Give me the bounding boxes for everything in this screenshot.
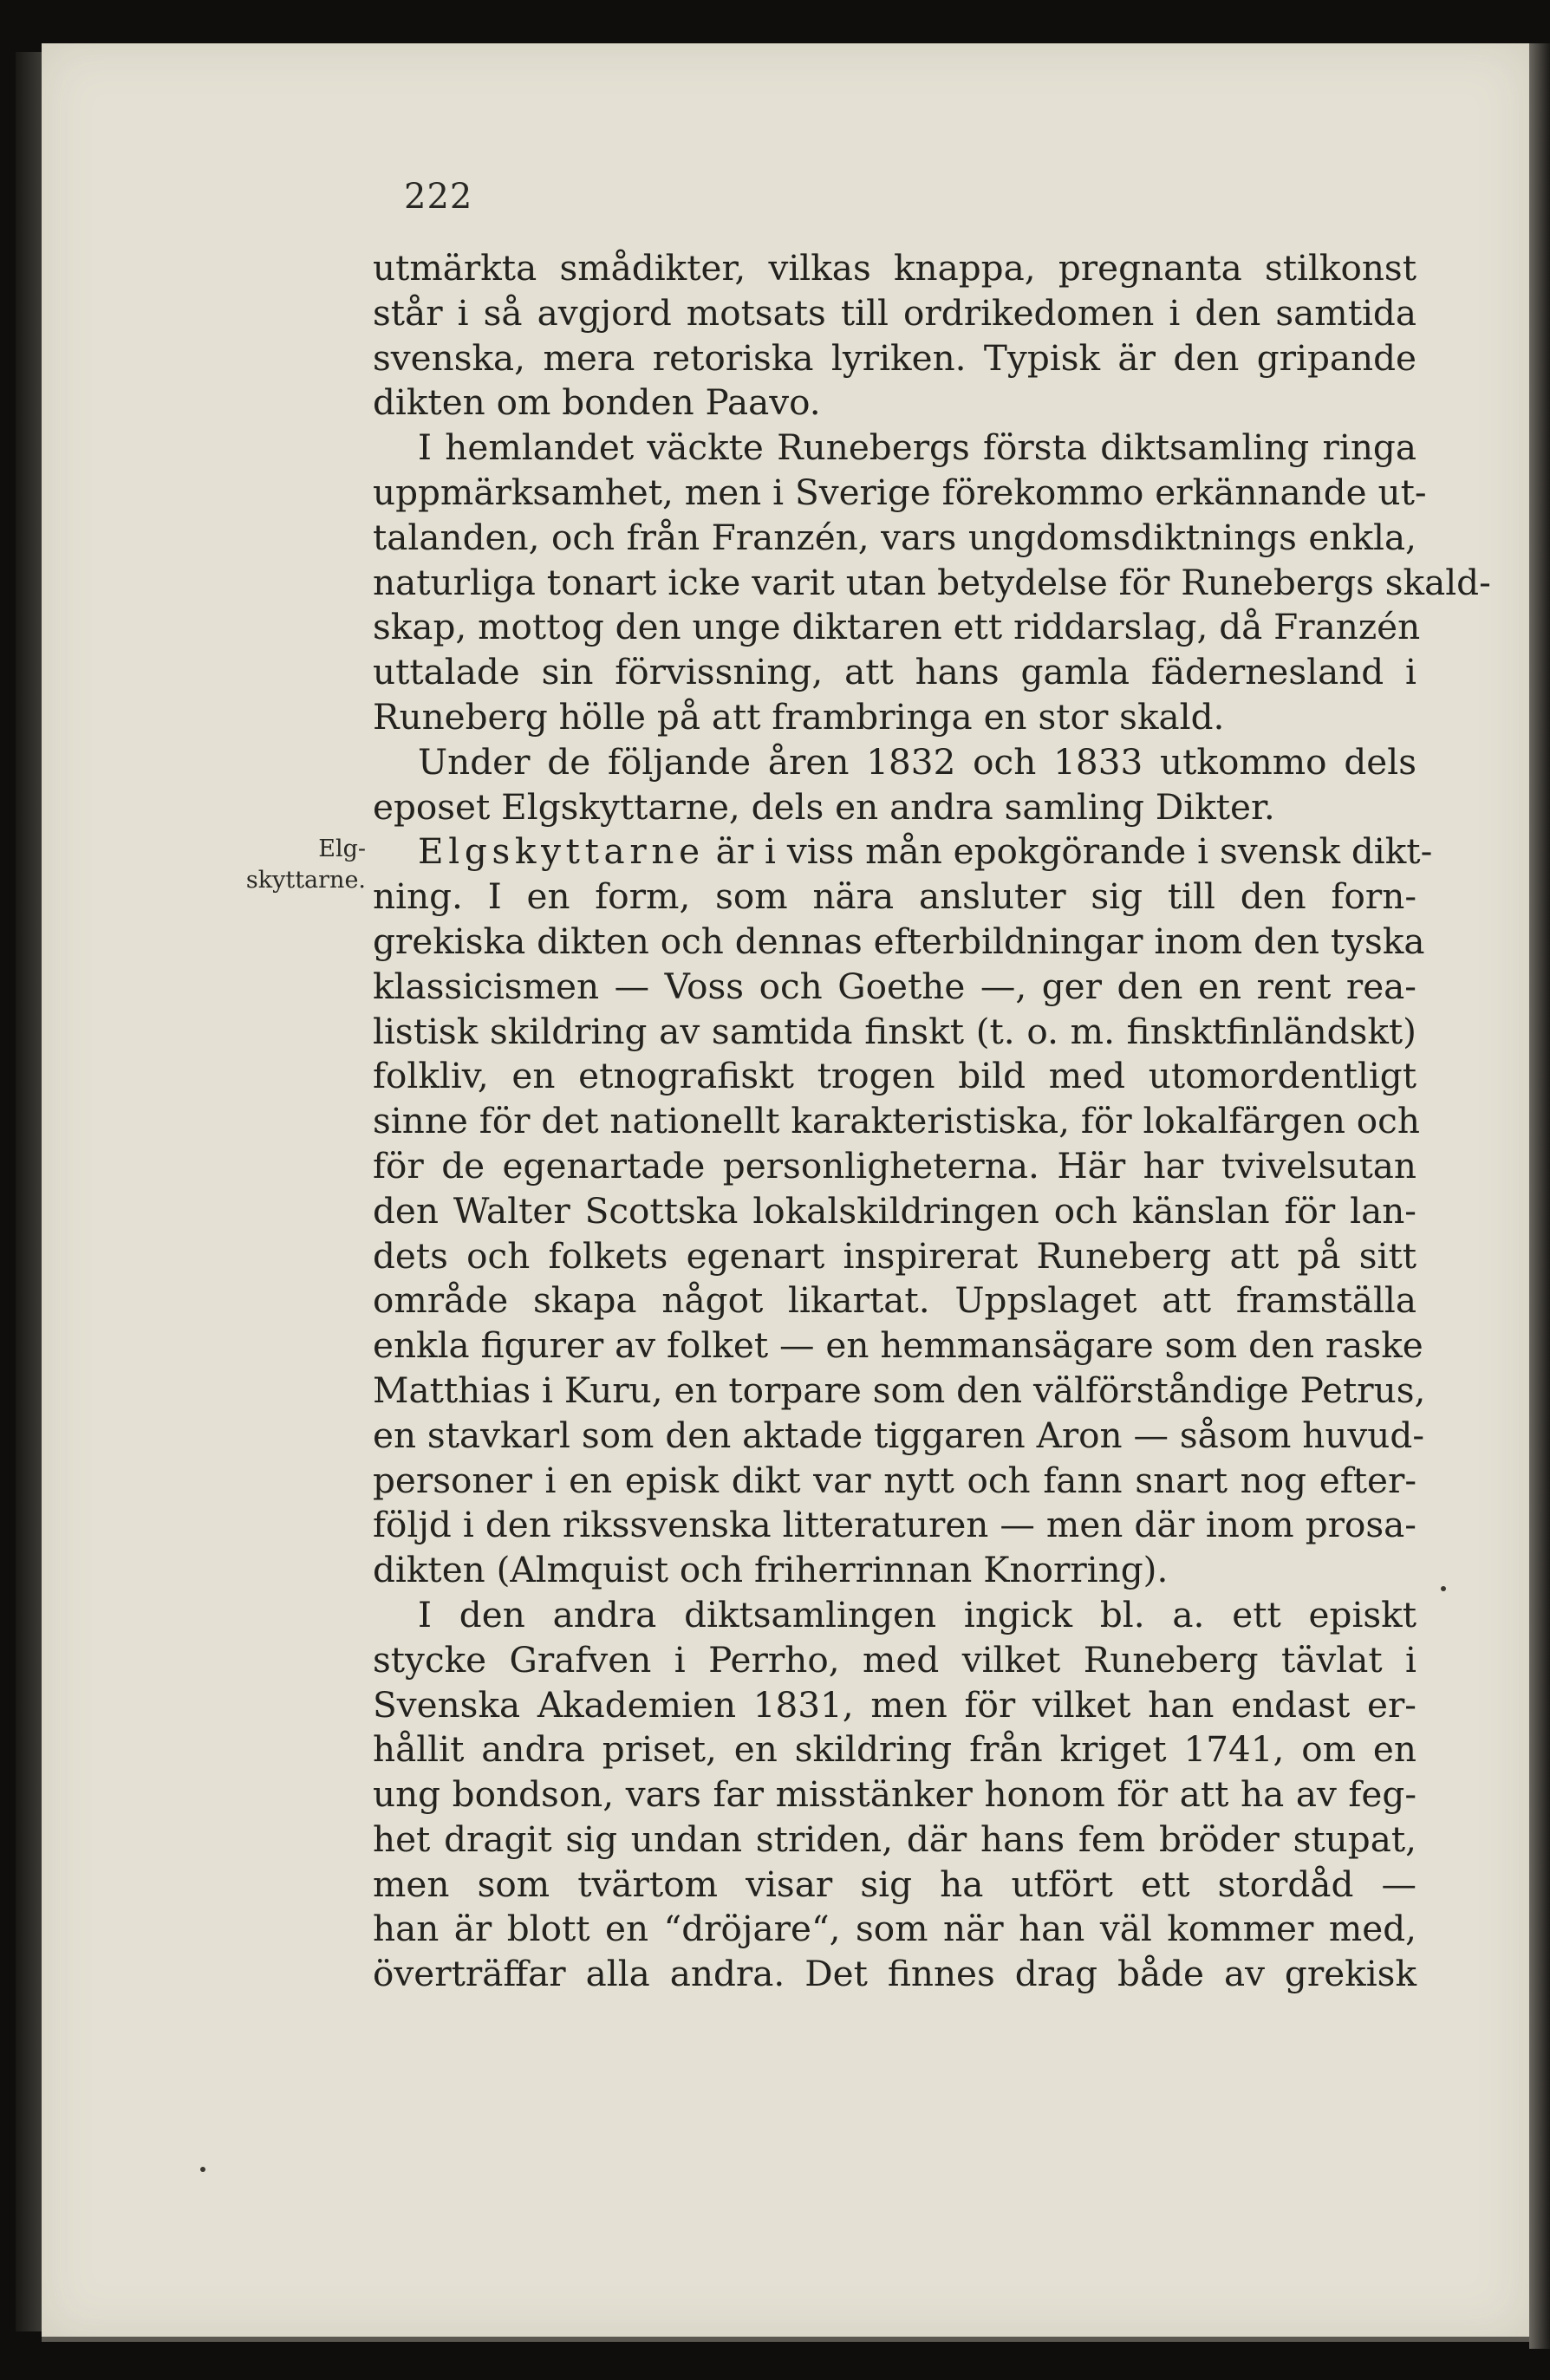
text-line: eposet Elgskyttarne, dels en andra samling Dikter.: [373, 785, 1275, 828]
text-line: sinne för det nationellt karakteristiska, för lokalfärgen och: [373, 1100, 1420, 1142]
paper-speck: [200, 2167, 205, 2172]
text-line: ung bondson, vars far misstänker honom för att ha av feg-: [373, 1773, 1416, 1816]
text-line: för de egenartade personligheterna. Här har tvivelsutan: [373, 1144, 1416, 1187]
body-text: [373, 246, 1491, 1997]
text-line: folkliv, en etnografiskt trogen bild med utomordentligt: [373, 1055, 1416, 1097]
margin-note-line-1: Elg-: [318, 836, 366, 862]
text-line: dikten (Almquist och friherrinnan Knorring).: [373, 1549, 1169, 1591]
bottom-page-edge: [42, 2337, 1529, 2342]
paper-speck: [1441, 1586, 1446, 1591]
text-line: [373, 829, 1433, 875]
text-line: men som tvärtom visar sig ha utfört ett stordåd —: [373, 1863, 1416, 1905]
text-line: enkla figurer av folket — en hemmansägare som den raske: [373, 1324, 1423, 1367]
text-line: grekiska dikten och dennas efterbildningar inom den tyska: [373, 920, 1425, 962]
text-line: Matthias i Kuru, en torpare som den välförståndige Petrus,: [373, 1369, 1426, 1411]
text-line: hållit andra priset, en skildring från kriget 1741, om en: [373, 1728, 1416, 1771]
text-line: uttalade sin förvissning, att hans gamla fädernesland i: [373, 651, 1416, 693]
text-line: I hemlandet väckte Runebergs första diktsamling ringa: [418, 426, 1416, 469]
text-line: en stavkarl som den aktade tiggaren Aron — såsom huvud-: [373, 1414, 1425, 1456]
text-line: den Walter Scottska lokalskildringen och känslan för lan-: [373, 1189, 1416, 1232]
text-line: naturliga tonart icke varit utan betydelse för Runebergs skald-: [373, 561, 1491, 603]
text-line: står i så avgjord motsats till ordrikedomen i den samtida: [373, 291, 1416, 334]
text-line: uppmärksamhet, men i Sverige förekommo erkännande ut-: [373, 471, 1427, 513]
spaced-title: Elgskyttarne: [418, 830, 705, 873]
text-line: klassicismen — Voss och Goethe —, ger den en rent rea-: [373, 965, 1416, 1007]
text-line: Svenska Akademien 1831, men för vilket han endast er-: [373, 1683, 1416, 1726]
text-line: utmärkta smådikter, vilkas knappa, pregnanta stilkonst: [373, 247, 1416, 289]
text-line: het dragit sig undan striden, där hans fem bröder stupat,: [373, 1818, 1416, 1860]
text-line: följd i den rikssvenska litteraturen — men där inom prosa-: [373, 1504, 1416, 1546]
text-line: han är blott en “dröjare“, som när han väl kommer med,: [373, 1908, 1416, 1950]
margin-note: [227, 834, 366, 896]
text-line: överträffar alla andra. Det finnes drag både av grekisk: [373, 1953, 1416, 1995]
text-line: svenska, mera retoriska lyriken. Typisk är den gripande: [373, 336, 1416, 379]
margin-note-line-2: skyttarne.: [245, 867, 366, 894]
text-line: I den andra diktsamlingen ingick bl. a. ett episkt: [418, 1593, 1416, 1635]
text-line: ning. I en form, som nära ansluter sig till den forn-: [373, 875, 1416, 918]
left-binding-edge: [16, 52, 42, 2331]
right-page-edge: [1529, 43, 1550, 2349]
text-line: talanden, och från Franzén, vars ungdomsdiktnings enkla,: [373, 516, 1416, 558]
text-line: Under de följande åren 1832 och 1833 utkommo dels: [418, 740, 1416, 783]
text-line: personer i en episk dikt var nytt och fann snart nog efter-: [373, 1459, 1416, 1501]
text-line-rest: är i viss mån epokgörande i svensk dikt-: [704, 830, 1433, 873]
text-line: stycke Grafven i Perrho, med vilket Runeberg tävlat i: [373, 1638, 1416, 1681]
text-line: område skapa något likartat. Uppslaget att framställa: [373, 1279, 1416, 1322]
text-line: skap, mottog den unge diktaren ett riddarslag, då Franzén: [373, 606, 1421, 648]
text-line: listisk skildring av samtida finskt (t. o. m. finsktfinländskt): [373, 1010, 1416, 1052]
text-line: dikten om bonden Paavo.: [373, 381, 821, 424]
text-line: Runeberg hölle på att frambringa en stor skald.: [373, 695, 1225, 738]
page-number: 222: [404, 177, 473, 217]
text-line: dets och folkets egenart inspirerat Runeberg att på sitt: [373, 1234, 1416, 1277]
